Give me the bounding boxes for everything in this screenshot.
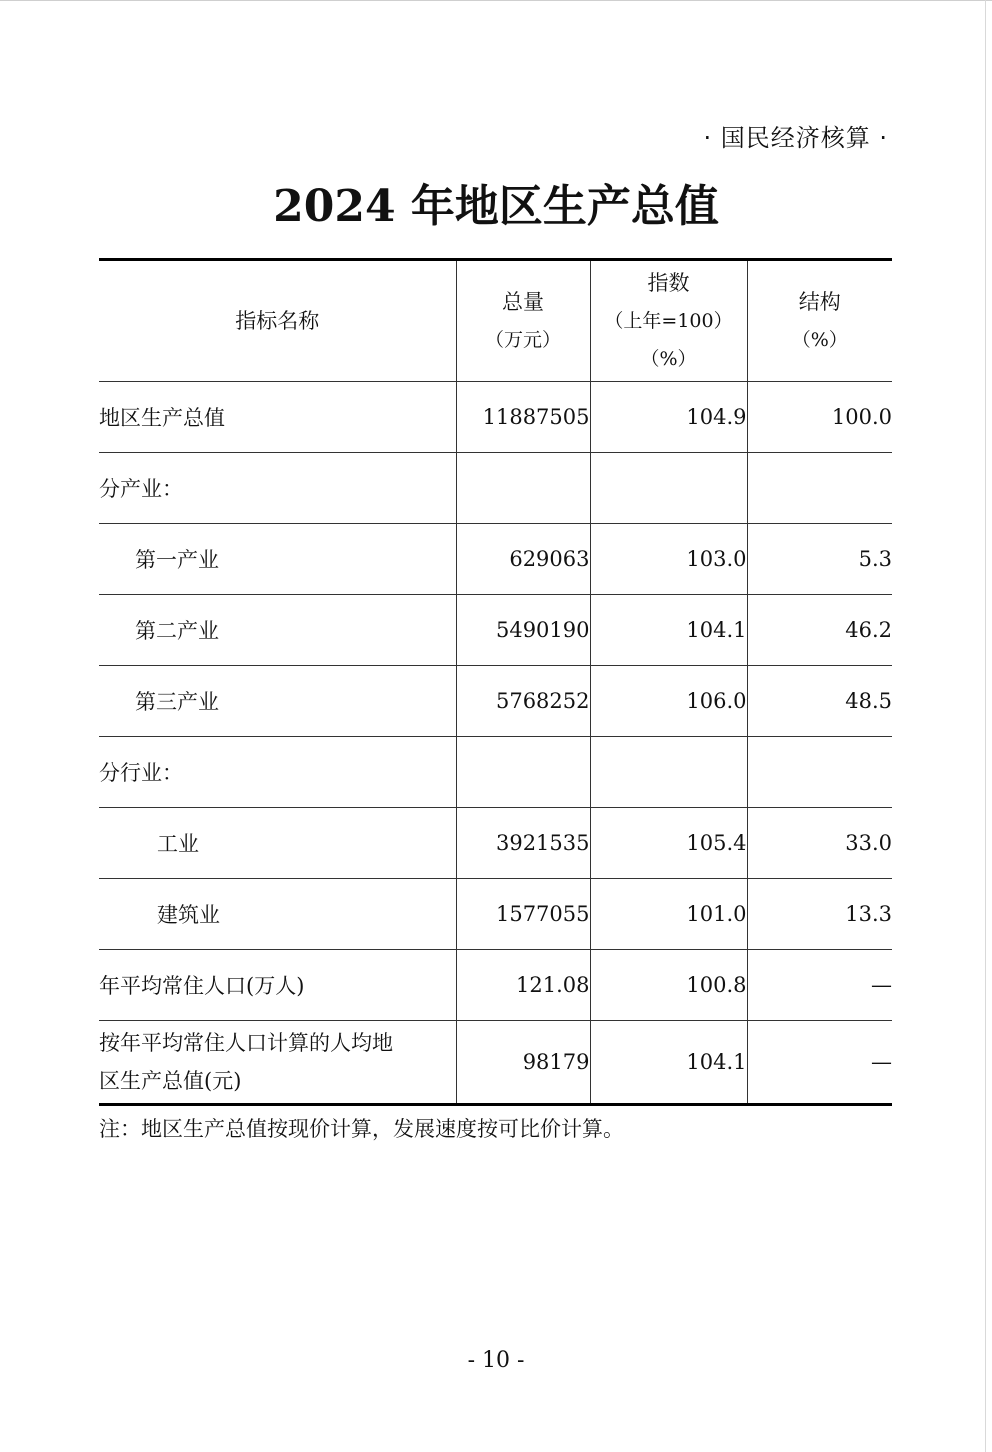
row-total: 98179 xyxy=(456,1021,590,1105)
row-name: 第一产业 xyxy=(99,524,456,595)
row-name: 地区生产总值 xyxy=(99,382,456,453)
table-row xyxy=(99,1021,892,1105)
row-total: 3921535 xyxy=(456,808,590,879)
row-name: 建筑业 xyxy=(99,879,456,950)
row-index: 105.4 xyxy=(590,808,747,879)
row-structure: — xyxy=(747,1021,892,1105)
row-structure: 13.3 xyxy=(747,879,892,950)
row-index xyxy=(590,737,747,808)
row-structure: 33.0 xyxy=(747,808,892,879)
page-number: - 10 - xyxy=(467,1348,525,1373)
row-name-line: 区生产总值(元) xyxy=(99,1069,242,1093)
row-total: 5490190 xyxy=(456,595,590,666)
row-structure: — xyxy=(747,950,892,1021)
row-name: 分行业： xyxy=(99,737,456,808)
row-total: 11887505 xyxy=(456,382,590,453)
row-index: 101.0 xyxy=(590,879,747,950)
row-index: 106.0 xyxy=(590,666,747,737)
row-structure: 46.2 xyxy=(747,595,892,666)
row-index: 104.9 xyxy=(590,382,747,453)
row-structure: 48.5 xyxy=(747,666,892,737)
table-row xyxy=(99,382,892,453)
table-row xyxy=(99,950,892,1021)
row-total: 5768252 xyxy=(456,666,590,737)
table-note: 注：地区生产总值按现价计算，发展速度按可比价计算。 xyxy=(99,1117,624,1141)
row-name: 第三产业 xyxy=(99,666,456,737)
table-row xyxy=(99,879,892,950)
table-row xyxy=(99,666,892,737)
header-total: 总量 （万元） xyxy=(456,260,590,382)
row-name: 第二产业 xyxy=(99,595,456,666)
section-header: · 国民经济核算 · xyxy=(703,124,888,152)
row-total xyxy=(456,453,590,524)
row-name: 分产业： xyxy=(99,453,456,524)
header-name: 指标名称 xyxy=(99,260,456,382)
row-total: 1577055 xyxy=(456,879,590,950)
row-index: 104.1 xyxy=(590,1021,747,1105)
table-row xyxy=(99,453,892,524)
row-structure: 5.3 xyxy=(747,524,892,595)
row-index: 103.0 xyxy=(590,524,747,595)
row-name xyxy=(99,1021,456,1105)
row-index xyxy=(590,453,747,524)
table-row xyxy=(99,524,892,595)
row-total xyxy=(456,737,590,808)
row-total: 121.08 xyxy=(456,950,590,1021)
row-name-line: 按年平均常住人口计算的人均地 xyxy=(99,1031,393,1055)
header-structure: 结构 （%） xyxy=(747,260,892,382)
row-name: 年平均常住人口(万人) xyxy=(99,950,456,1021)
row-structure xyxy=(747,737,892,808)
table-header-row xyxy=(99,260,892,382)
row-name: 工业 xyxy=(99,808,456,879)
row-total: 629063 xyxy=(456,524,590,595)
row-index: 100.8 xyxy=(590,950,747,1021)
row-index: 104.1 xyxy=(590,595,747,666)
header-index: 指数 （上年=100） （%） xyxy=(590,260,747,382)
row-structure: 100.0 xyxy=(747,382,892,453)
page-edge-top xyxy=(0,0,992,1)
row-structure xyxy=(747,453,892,524)
table-row xyxy=(99,595,892,666)
table-row xyxy=(99,737,892,808)
table-row xyxy=(99,808,892,879)
gdp-table xyxy=(99,258,892,1106)
page-title: 2024 年地区生产总值 xyxy=(273,181,719,232)
